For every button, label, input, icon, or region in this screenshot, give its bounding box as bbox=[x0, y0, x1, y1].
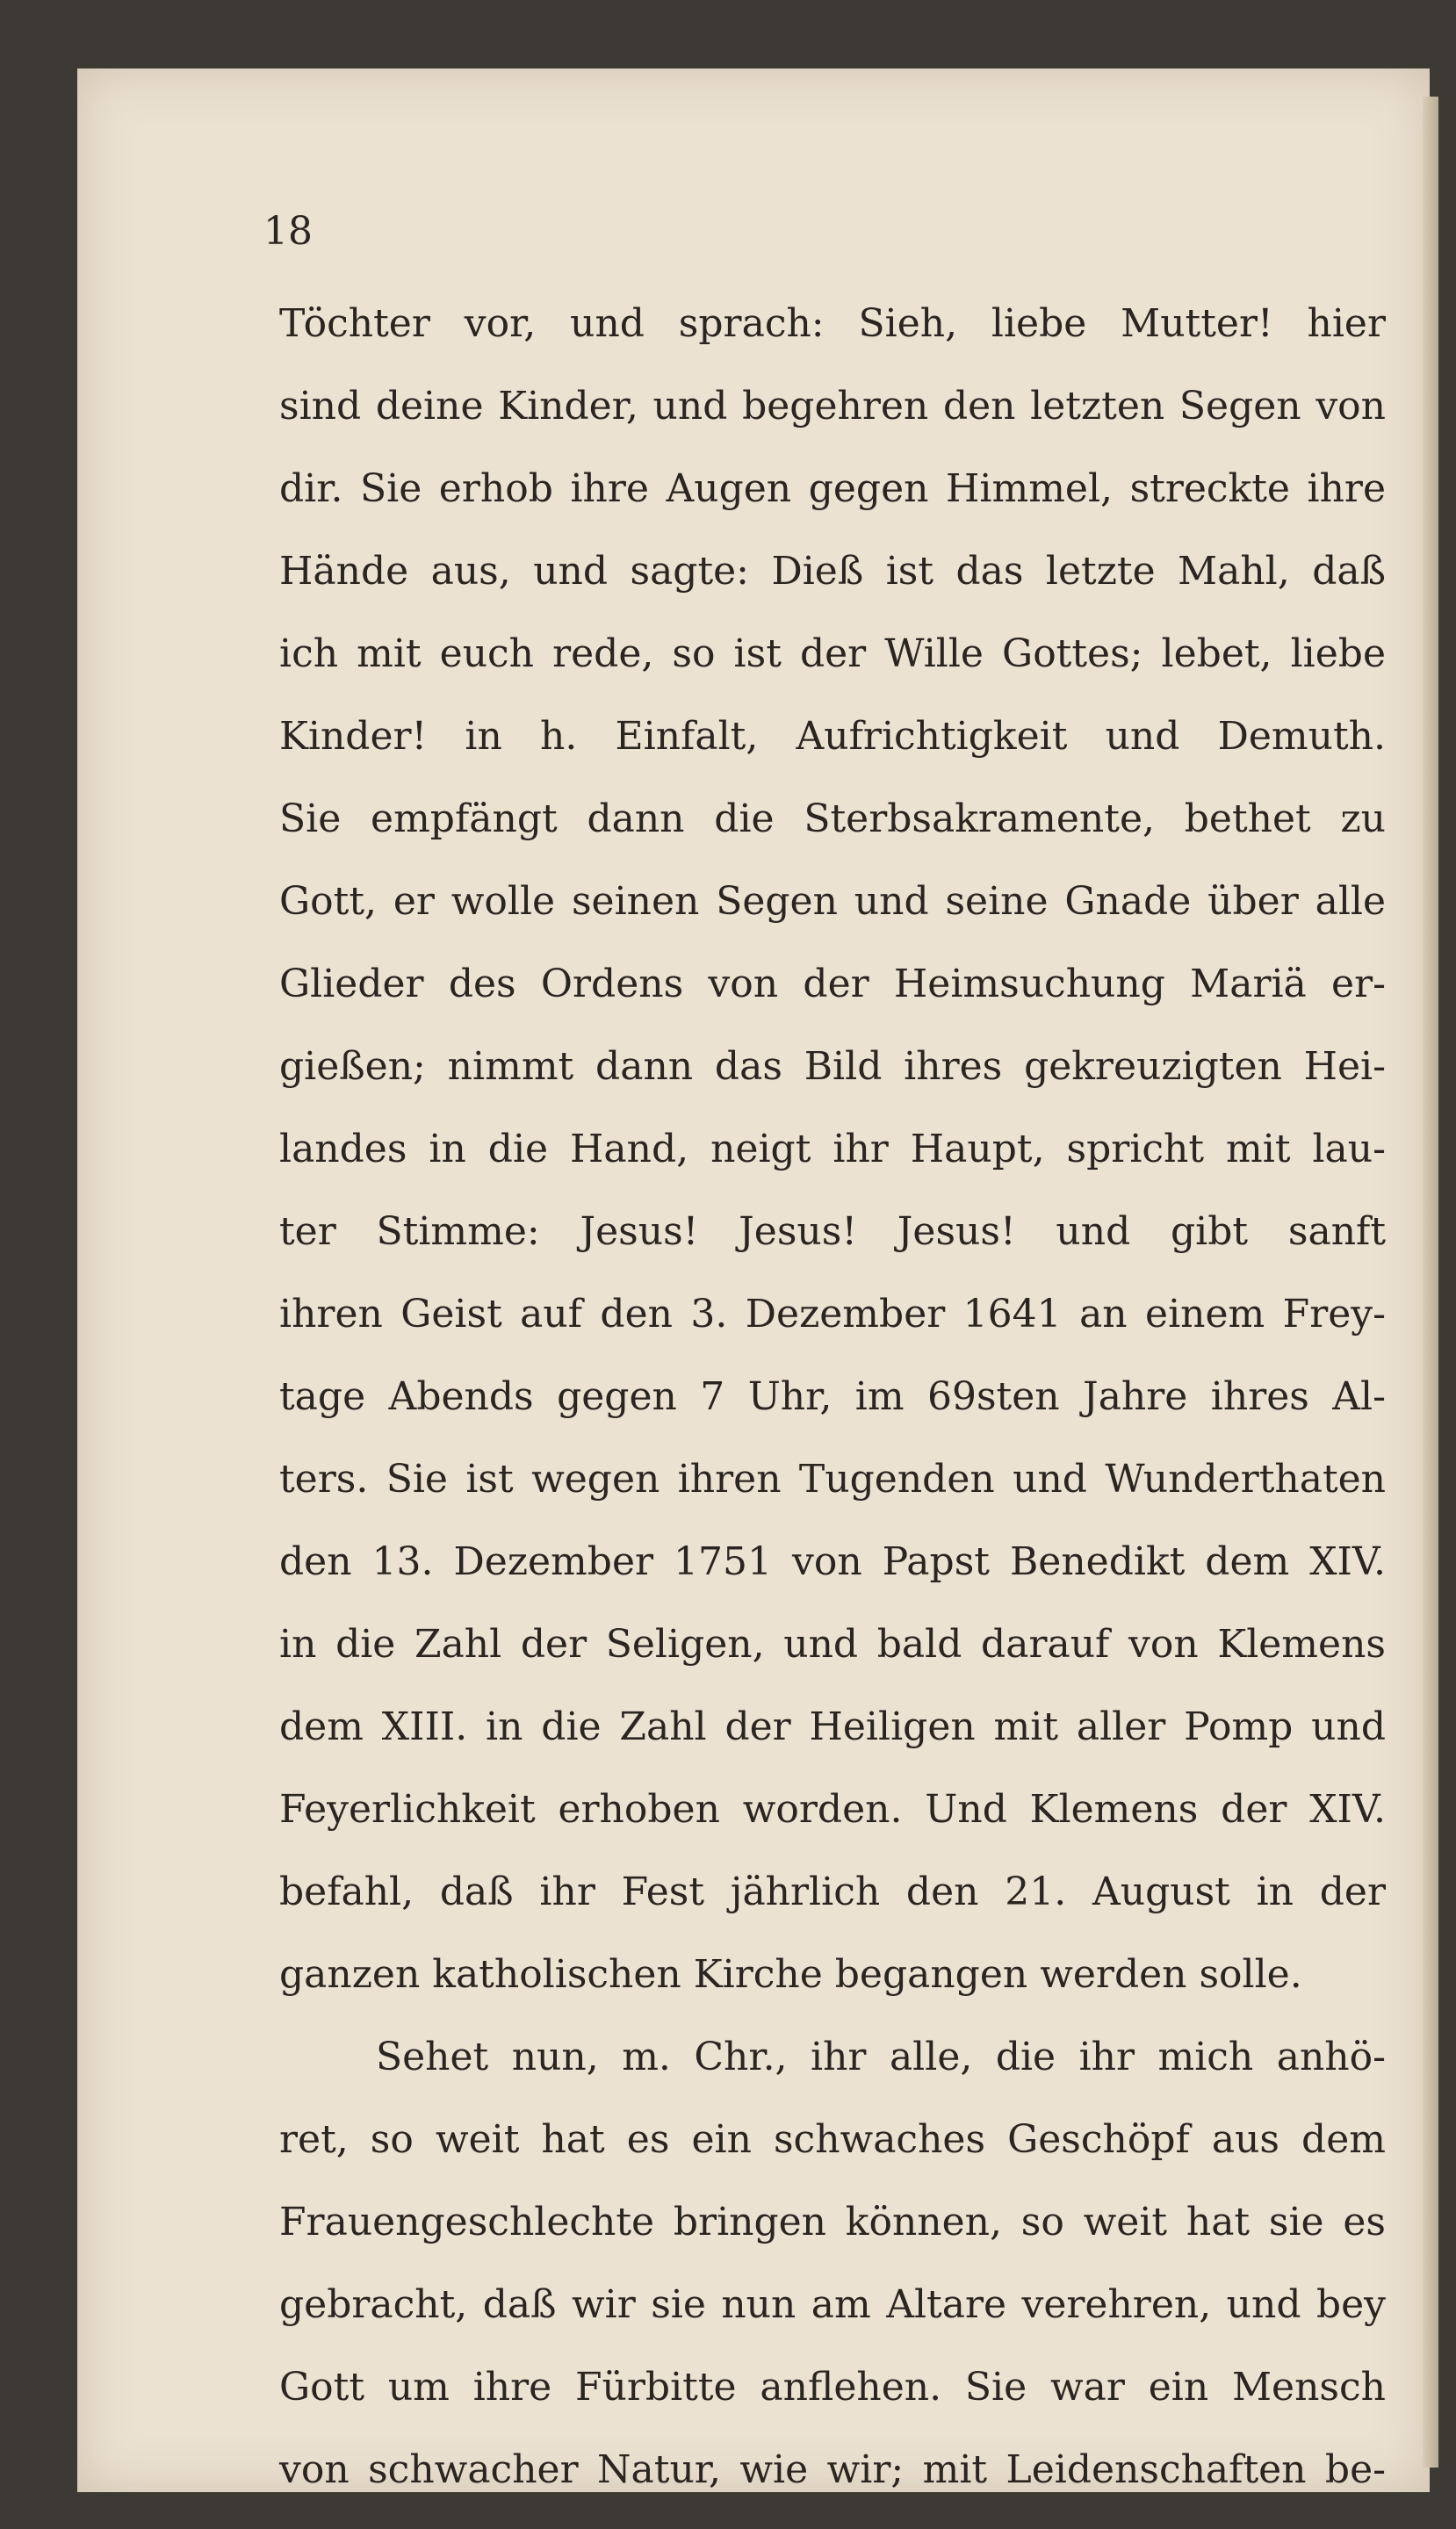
body-text bbox=[279, 283, 1386, 2511]
text-line: Sie empfängt dann die Sterbsakramente, bethet zu bbox=[279, 796, 1386, 841]
text-line: von schwacher Natur, wie wir; mit Leidenschaften be- bbox=[279, 2447, 1386, 2492]
text-line: Gott um ihre Fürbitte anflehen. Sie war ein Mensch bbox=[279, 2365, 1386, 2410]
text-line: Glieder des Ordens von der Heimsuchung Mariä er- bbox=[279, 962, 1386, 1006]
text-line: Sehet nun, m. Chr., ihr alle, die ihr mich anhö- bbox=[376, 2035, 1386, 2079]
page-number: 18 bbox=[263, 209, 313, 254]
text-line: in die Zahl der Seligen, und bald darauf von Klemens bbox=[279, 1622, 1386, 1667]
text-line: tage Abends gegen 7 Uhr, im 69sten Jahre ihres Al- bbox=[279, 1374, 1386, 1419]
text-line: Hände aus, und sagte: Dieß ist das letzte Mahl, daß bbox=[279, 549, 1386, 594]
text-line: den 13. Dezember 1751 von Papst Benedikt dem XIV. bbox=[279, 1539, 1386, 1584]
text-line: landes in die Hand, neigt ihr Haupt, spricht mit lau- bbox=[279, 1127, 1386, 1171]
text-line: Gott, er wolle seinen Segen und seine Gnade über alle bbox=[279, 879, 1386, 924]
text-line: Feyerlichkeit erhoben worden. Und Klemens der XIV. bbox=[279, 1787, 1386, 1832]
text-line: ich mit euch rede, so ist der Wille Gottes; lebet, liebe bbox=[279, 631, 1386, 676]
text-line: dir. Sie erhob ihre Augen gegen Himmel, streckte ihre bbox=[279, 466, 1386, 511]
text-line: Kinder! in h. Einfalt, Aufrichtigkeit und Demuth. bbox=[279, 714, 1386, 759]
text-line: ters. Sie ist wegen ihren Tugenden und Wunderthaten bbox=[279, 1457, 1386, 1502]
text-line: sind deine Kinder, und begehren den letzten Segen von bbox=[279, 384, 1386, 429]
text-line: befahl, daß ihr Fest jährlich den 21. August in der bbox=[279, 1870, 1386, 1914]
text-line: gießen; nimmt dann das Bild ihres gekreuzigten Hei- bbox=[279, 1044, 1386, 1089]
text-line: dem XIII. in die Zahl der Heiligen mit aller Pomp und bbox=[279, 1704, 1386, 1749]
text-line: Töchter vor, und sprach: Sieh, liebe Mutter! hier bbox=[279, 301, 1386, 346]
text-line: gebracht, daß wir sie nun am Altare verehren, und bey bbox=[279, 2282, 1386, 2327]
text-line: Frauengeschlechte bringen können, so weit hat sie es bbox=[279, 2200, 1386, 2244]
text-line: ter Stimme: Jesus! Jesus! Jesus! und gibt sanft bbox=[279, 1209, 1386, 1254]
text-line: ganzen katholischen Kirche begangen werden solle. bbox=[279, 1952, 1302, 1997]
page-edge bbox=[1423, 97, 1438, 2468]
text-line: ret, so weit hat es ein schwaches Geschöpf aus dem bbox=[279, 2117, 1386, 2162]
text-line: ihren Geist auf den 3. Dezember 1641 an einem Frey- bbox=[279, 1292, 1386, 1337]
